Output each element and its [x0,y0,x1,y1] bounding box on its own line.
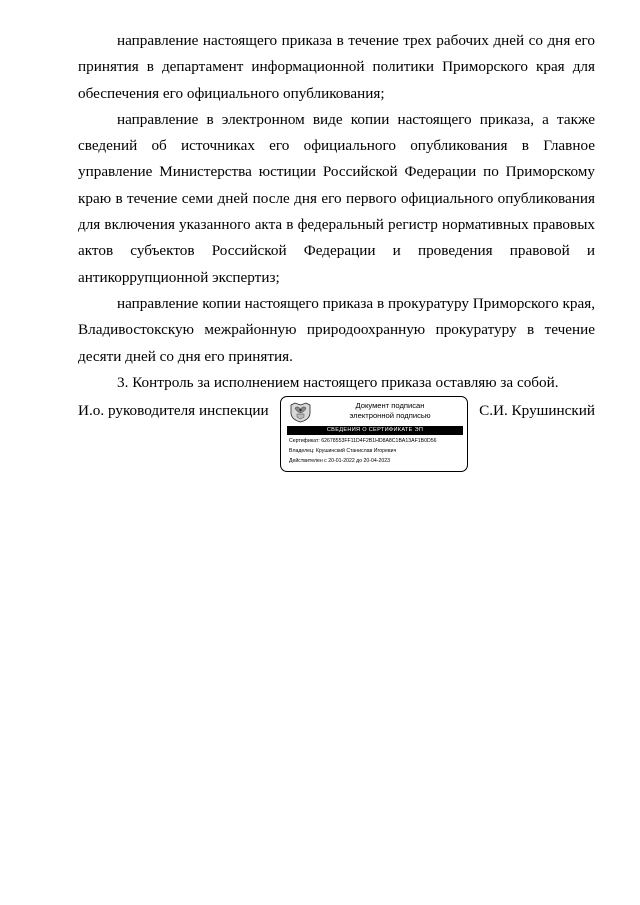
signatory-name: С.И. Крушинский [479,402,595,419]
stamp-certificate-band: СВЕДЕНИЯ О СЕРТИФИКАТЕ ЭП [287,426,463,435]
paragraph-prosecutor: направление копии настоящего приказа в прокуратуру Приморского края, Владивостокскую межрайонную природоохранную прокуратуру в течение десяти дней со дня его принятия. [78,294,595,365]
coat-of-arms-icon [289,402,312,423]
signature-block [78,400,595,480]
document-body [78,28,595,396]
signatory-position: И.о. руководителя инспекции [78,402,269,419]
stamp-title [315,401,465,420]
stamp-owner: Владелец: Крушинский Станислав Игоревич [289,448,397,454]
paragraph-control: 3. Контроль за исполнением настоящего приказа оставляю за собой. [117,373,559,391]
stamp-certificate-number: Сертификат: 62678553FF11D4F2B1HD8A8C1BA13AF1B0D56 [289,438,437,444]
stamp-title-line-1: Документ подписан [355,401,425,410]
stamp-validity: Действителен с 20-01-2022 до 20-04-2023 [289,458,391,464]
stamp-title-line-2: электронной подписью [349,410,431,420]
paragraph-publication: направление настоящего приказа в течение трех рабочих дней со дня его принятия в департамент информационной политики Приморского края для обеспечения его официального опубликования; [78,32,595,102]
paragraph-ministry-registry: направление в электронном виде копии настоящего приказа, а также сведений об источниках его официального опубликования в Главное управление Министерства юстиции Российской Федерации по Приморскому краю в течение семи дней после дня его первого официального опубликования для включения указанного акта в федеральный регистр нормативных правовых актов субъектов Российской Федерации и проведения правовой и антикоррупционной экспертиз; [78,110,595,286]
electronic-signature-stamp [280,396,468,472]
